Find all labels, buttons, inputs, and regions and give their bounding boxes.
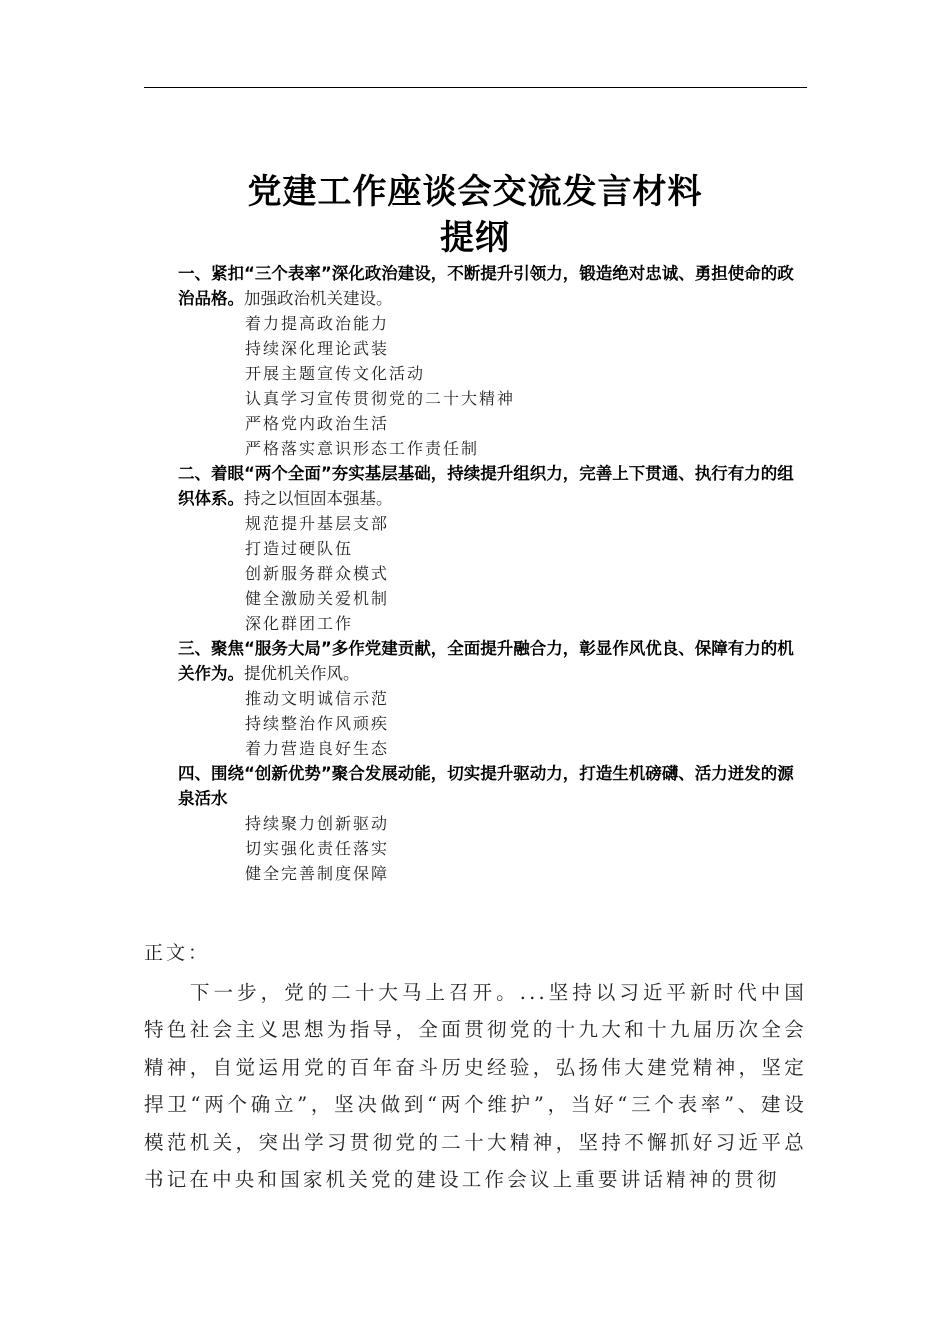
document-title: 党建工作座谈会交流发言材料 — [247, 172, 703, 212]
section-heading: 三、聚焦“服务大局”多作党建贡献，全面提升融合力，彰显作风优良、保障有力的机关作为。提优机关作风。 — [178, 639, 794, 683]
outline-item: 规范提升基层支部 — [245, 514, 390, 533]
outline-item: 健全完善制度保障 — [245, 864, 390, 883]
outline-item: 认真学习宣传贯彻党的二十大精神 — [245, 389, 516, 408]
outline-item: 持续聚力创新驱动 — [245, 814, 390, 833]
section-heading: 四、围绕“创新优势”聚合发展动能，切实提升驱动力，打造生机磅礴、活力迸发的源泉活水 — [178, 764, 794, 808]
header-rule — [144, 87, 807, 88]
outline-item: 创新服务群众模式 — [245, 564, 390, 583]
outline-item: 推动文明诚信示范 — [245, 689, 390, 708]
section-heading: 二、着眼“两个全面”夯实基层基础，持续提升组织力，完善上下贯通、执行有力的组织体系。持之以恒固本强基。 — [178, 464, 794, 508]
outline-item: 持续整治作风顽疾 — [245, 714, 390, 733]
outline-item: 严格落实意识形态工作责任制 — [245, 439, 480, 458]
section-heading: 一、紧扣“三个表率”深化政治建设，不断提升引领力，锻造绝对忠诚、勇担使命的政治品格。加强政治机关建设。 — [178, 264, 794, 308]
outline-item: 开展主题宣传文化活动 — [245, 364, 426, 383]
outline-item: 着力提高政治能力 — [245, 314, 390, 333]
document-subtitle: 提纲 — [440, 218, 510, 258]
outline-item: 打造过硬队伍 — [245, 539, 354, 558]
outline-item: 切实强化责任落实 — [245, 839, 390, 858]
outline-item: 严格党内政治生活 — [245, 414, 390, 433]
outline — [178, 261, 808, 886]
outline-item: 持续深化理论武装 — [245, 339, 390, 358]
body-paragraph: 下一步，党的二十大马上召开。...坚持以习近平新时代中国特色社会主义思想为指导，全面贯彻党的十九大和十九届历次全会精神，自觉运用党的百年奋斗历史经验，弘扬伟大建党精神，坚定捍卫“两个确立”，坚决做到“两个维护”，当好“三个表率”、建设模范机关，突出学习贯彻党的二十大精神，坚持不懈抓好习近平总书记在中央和国家机关党的建设工作会议上重要讲话精神的贯彻 — [144, 981, 807, 1192]
outline-item: 健全激励关爱机制 — [245, 589, 390, 608]
outline-item: 着力营造良好生态 — [245, 739, 390, 758]
body-label: 正文： — [144, 942, 211, 964]
outline-item: 深化群团工作 — [245, 614, 354, 633]
